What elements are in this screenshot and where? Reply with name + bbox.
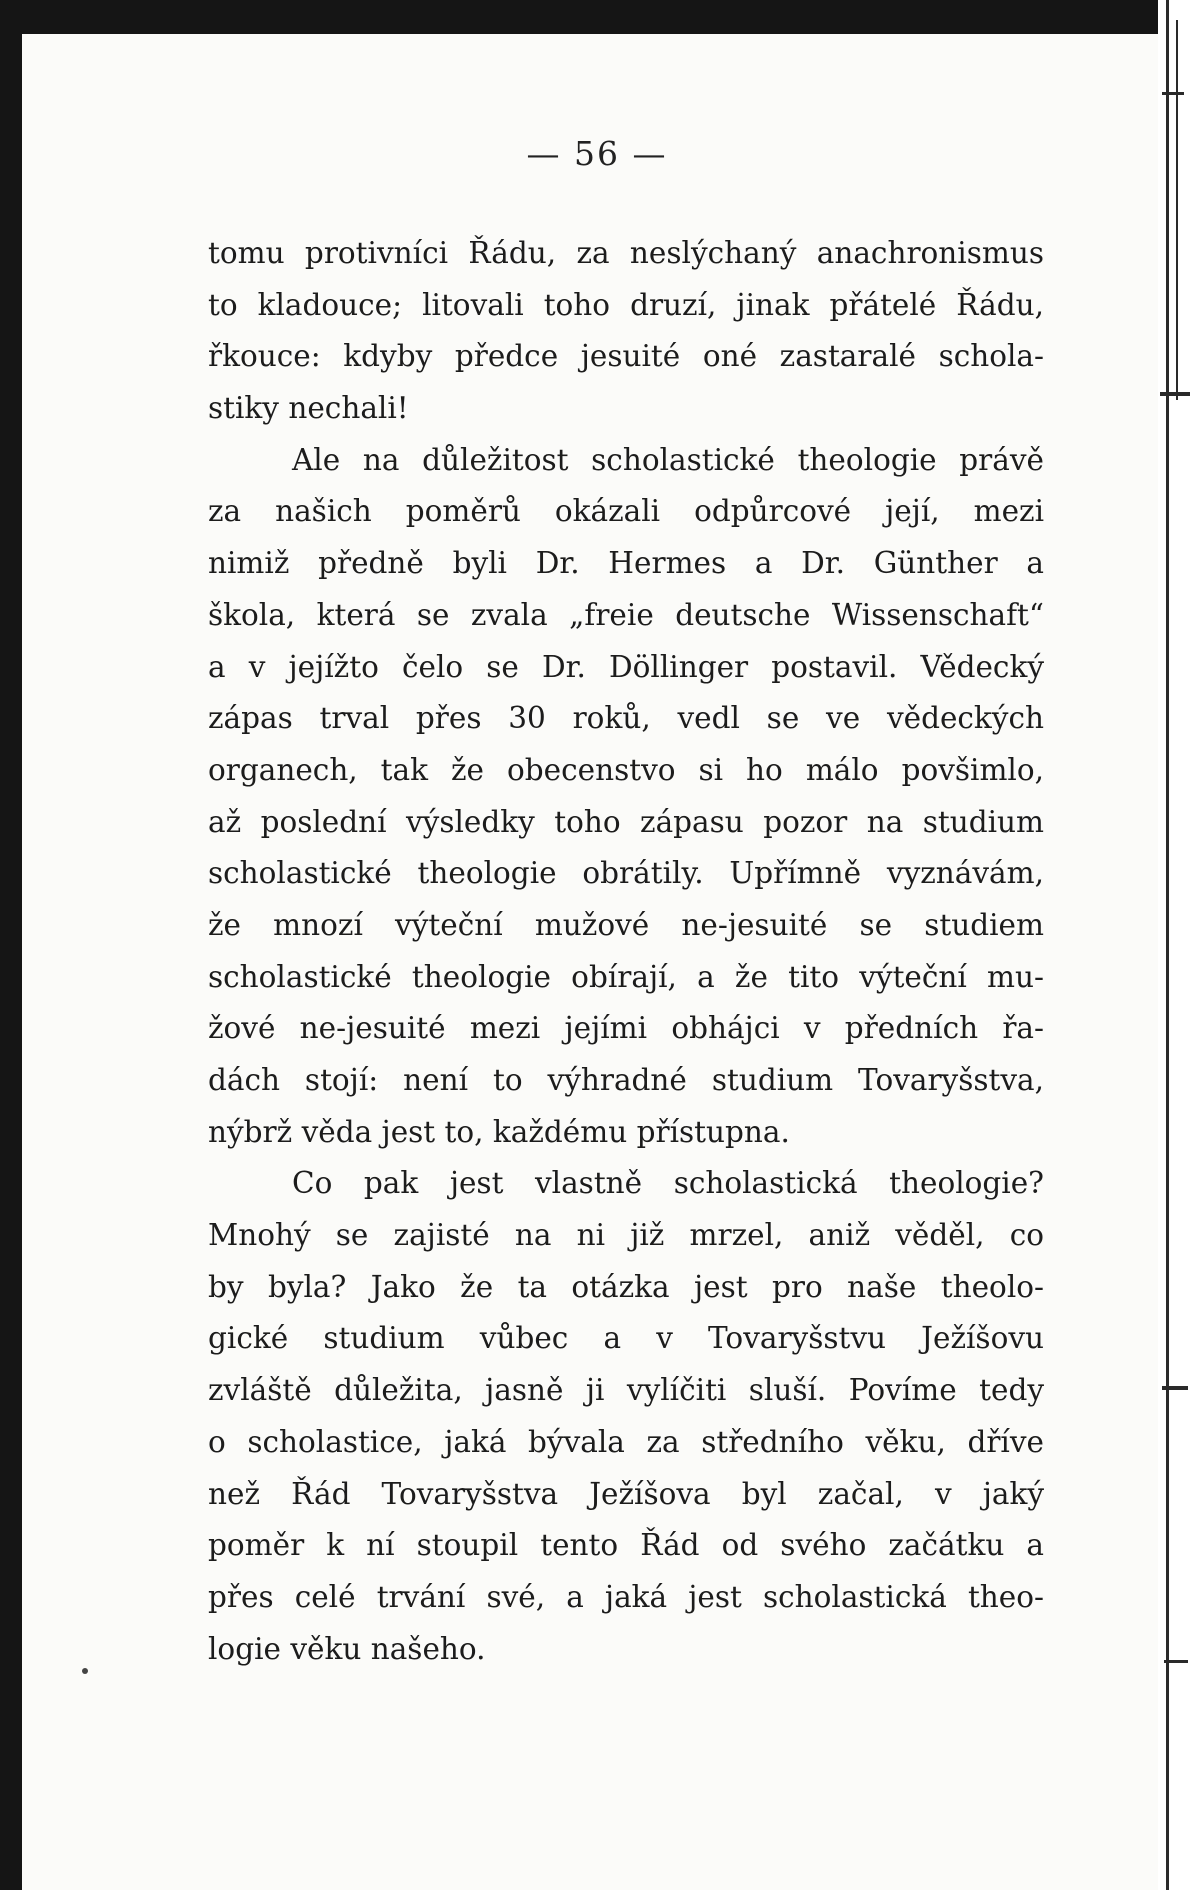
text-line: až poslední výsledky toho zápasu pozor na studium: [208, 804, 1044, 839]
text-line: zvláště důležita, jasně ji vylíčiti sluší. Povíme tedy: [208, 1373, 1044, 1408]
text-line: poměr k ní stoupil tento Řád od svého začátku a: [208, 1528, 1044, 1563]
text-line: škola, která se zvala „freie deutsche Wissenschaft“: [208, 597, 1044, 632]
text-line: stiky nechali!: [208, 391, 409, 426]
text-line: scholastické theologie obrátily. Upřímně vyznávám,: [208, 856, 1044, 891]
text-line: přes celé trvání své, a jaká jest scholastická theo-: [208, 1579, 1044, 1614]
text-line: organech, tak že obecenstvo si ho málo povšimlo,: [208, 752, 1044, 787]
text-line: že mnozí výteční mužové ne-jesuité se studiem: [208, 907, 1044, 942]
edge-line: [1162, 92, 1184, 95]
text-line: nýbrž věda jest to, každému přístupna.: [208, 1114, 790, 1149]
edge-line: [1176, 20, 1178, 400]
edge-line: [1160, 392, 1190, 396]
text-line: o scholastice, jaká bývala za středního věku, dříve: [208, 1424, 1044, 1459]
text-line: řkouce: kdyby předce jesuité oné zastaralé schola-: [208, 339, 1044, 374]
text-line: žové ne-jesuité mezi jejími obhájci v předních řa-: [208, 1011, 1044, 1046]
page-edge-strip: [1158, 0, 1194, 1890]
page-number: — 56 —: [526, 134, 668, 173]
edge-line: [1162, 1386, 1188, 1390]
text-line: dách stojí: není to výhradné studium Tovaryšstva,: [208, 1063, 1044, 1097]
text-line: nimiž předně byli Dr. Hermes a Dr. Günther a: [208, 546, 1044, 581]
text-line: tomu protivníci Řádu, za neslýchaný anachronismus: [208, 236, 1044, 270]
text-line: to kladouce; litovali toho druzí, jinak přátelé Řádu,: [208, 287, 1044, 322]
text-line: zápas trval přes 30 roků, vedl se ve vědeckých: [208, 701, 1044, 736]
text-line: Ale na důležitost scholastické theologie právě: [292, 442, 1044, 477]
text-line: Mnohý se zajisté na ni již mrzel, aniž věděl, co: [208, 1218, 1044, 1253]
text-line: logie věku našeho.: [208, 1631, 486, 1666]
edge-line: [1166, 0, 1169, 1890]
text-line: gické studium vůbec a v Tovaryšstvu Ježíšovu: [208, 1321, 1044, 1356]
text-line: by byla? Jako že ta otázka jest pro naše theolo-: [208, 1269, 1044, 1304]
text-line: scholastické theologie obírají, a že tito výteční mu-: [208, 959, 1044, 994]
paper-speck: [82, 1668, 88, 1674]
edge-line: [1164, 1660, 1188, 1663]
text-line: a v jejížto čelo se Dr. Döllinger postavil. Vědecký: [208, 649, 1044, 684]
text-line: než Řád Tovaryšstva Ježíšova byl začal, v jaký: [208, 1476, 1044, 1511]
text-line: Co pak jest vlastně scholastická theologie?: [292, 1166, 1044, 1201]
text-line: za našich poměrů okázali odpůrcové její, mezi: [208, 494, 1044, 529]
body-text: [208, 228, 1044, 1675]
